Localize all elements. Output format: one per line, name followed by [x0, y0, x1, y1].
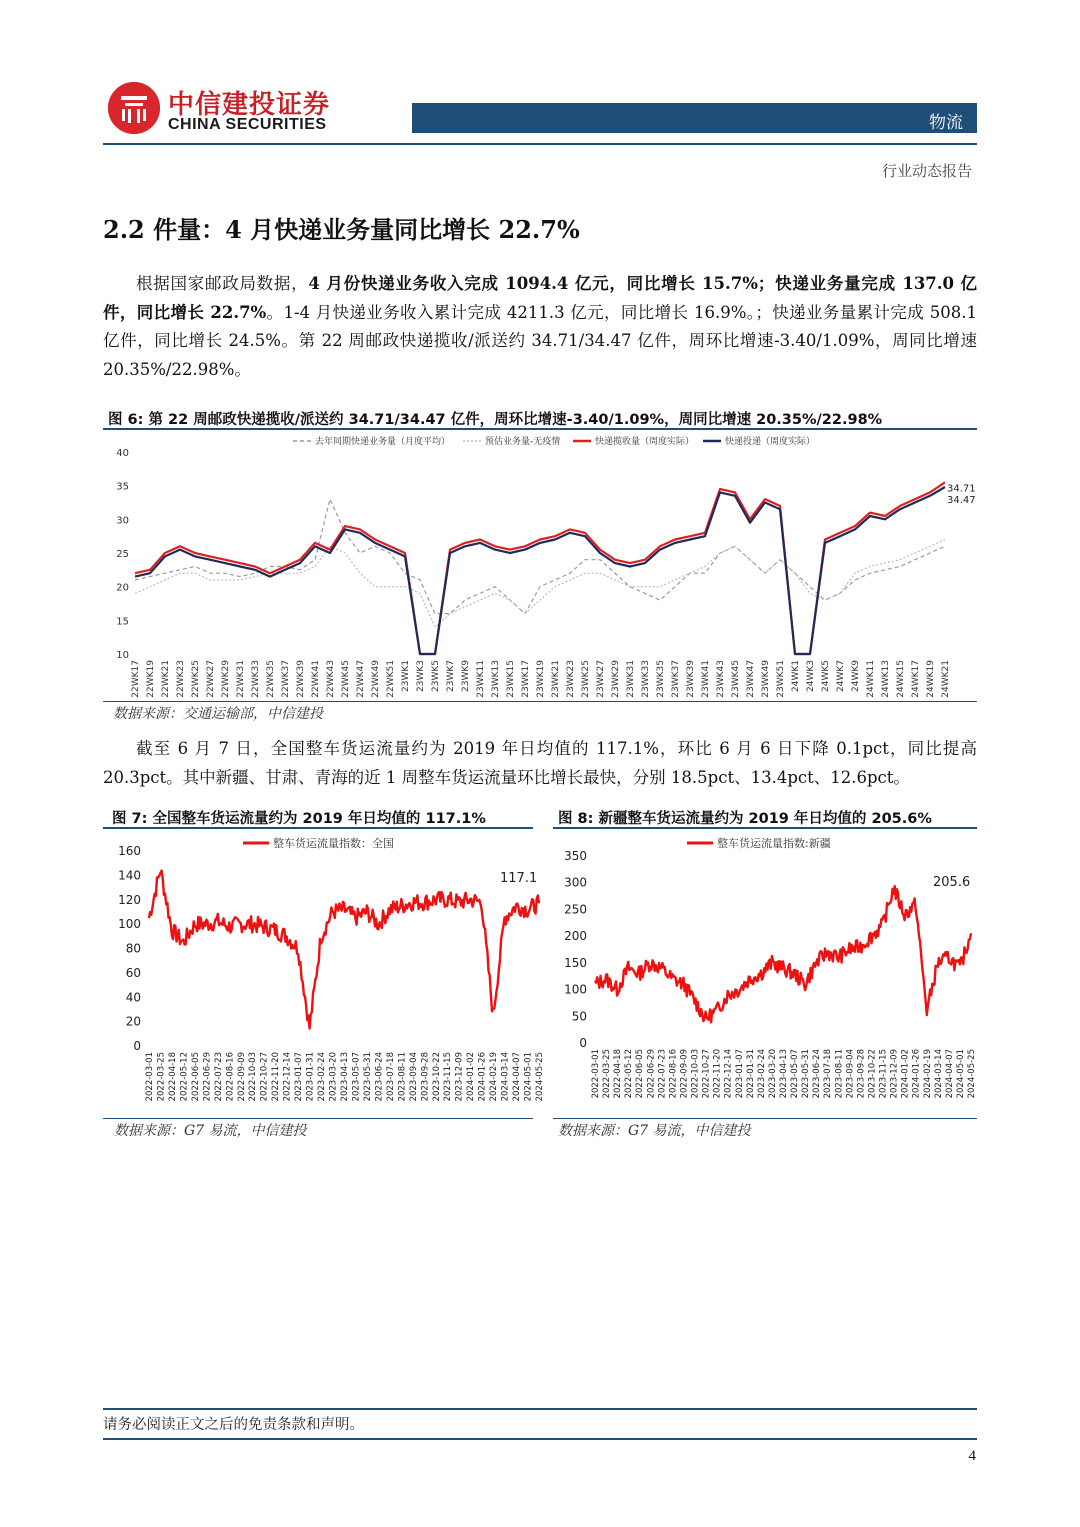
- x-tick-label: 2023-09-28: [420, 1052, 431, 1102]
- y-tick-label: 160: [118, 844, 141, 858]
- x-tick-label: 2022-10-03: [690, 1049, 701, 1099]
- x-tick-label: 24WK17: [911, 660, 921, 698]
- x-tick-label: 2024-04-07: [944, 1049, 955, 1099]
- x-tick-label: 2022-11-20: [271, 1052, 282, 1102]
- x-tick-label: 22WK41: [311, 660, 321, 698]
- y-tick-label: 30: [116, 515, 129, 527]
- x-tick-label: 2023-03-20: [767, 1049, 778, 1099]
- x-tick-label: 2024-03-14: [500, 1052, 511, 1102]
- x-tick-label: 23WK35: [656, 660, 666, 698]
- y-tick-label: 25: [116, 549, 129, 560]
- x-tick-label: 2023-11-15: [443, 1052, 454, 1102]
- x-tick-label: 2022-08-16: [668, 1049, 679, 1099]
- x-tick-label: 2023-05-07: [351, 1052, 362, 1102]
- x-tick-label: 2024-03-14: [933, 1049, 944, 1099]
- series-line: [149, 871, 539, 1029]
- header-rule: [103, 143, 977, 145]
- x-tick-label: 23WK39: [686, 660, 696, 698]
- x-tick-label: 2022-03-25: [602, 1049, 613, 1099]
- x-tick-label: 22WK45: [341, 660, 351, 698]
- x-tick-label: 2023-11-15: [878, 1049, 889, 1099]
- x-tick-label: 23WK7: [446, 660, 456, 692]
- x-tick-label: 23WK3: [416, 660, 426, 692]
- x-tick-label: 2023-04-13: [779, 1049, 789, 1099]
- figure7-chart: [103, 830, 543, 1115]
- x-tick-label: 23WK13: [491, 660, 501, 698]
- y-tick-label: 300: [564, 875, 587, 890]
- figure8-title: 图 8: 新疆整车货运流量约为 2019 年日均值的 205.6%: [558, 811, 932, 827]
- x-tick-label: 24WK11: [866, 660, 876, 698]
- x-tick-label: 23WK5: [431, 660, 441, 692]
- figure8-chart: [553, 830, 977, 1115]
- x-tick-label: 23WK19: [536, 660, 546, 698]
- figure8-source: 数据来源：G7 易流，中信建投: [558, 1123, 751, 1139]
- x-tick-label: 24WK19: [926, 660, 936, 698]
- logo-text-en: CHINA SECURITIES: [168, 116, 327, 133]
- x-tick-label: 2023-06-24: [374, 1052, 385, 1102]
- legend-label: 去年同期快递业务量（月度平均）: [315, 437, 451, 447]
- x-tick-label: 2023-09-04: [408, 1052, 419, 1102]
- x-tick-label: 2022-09-09: [236, 1052, 247, 1102]
- x-tick-label: 2023-08-11: [397, 1052, 408, 1102]
- x-tick-label: 22WK21: [161, 660, 171, 698]
- series-line-2: [135, 482, 945, 654]
- x-tick-label: 2023-01-31: [305, 1052, 316, 1102]
- x-tick-label: 2022-04-18: [613, 1049, 624, 1099]
- x-tick-label: 23WK45: [731, 660, 741, 698]
- y-tick-label: 120: [118, 892, 141, 907]
- x-tick-label: 2022-08-16: [225, 1052, 236, 1102]
- x-tick-label: 22WK23: [176, 660, 186, 698]
- logo-icon: [108, 82, 160, 134]
- x-tick-label: 22WK43: [326, 660, 336, 698]
- x-tick-label: 2023-12-09: [889, 1049, 900, 1099]
- y-tick-label: 250: [564, 902, 587, 917]
- series-line: [595, 886, 971, 1022]
- x-tick-label: 2024-04-07: [512, 1052, 523, 1102]
- x-tick-label: 23WK25: [581, 660, 591, 698]
- y-tick-label: 0: [133, 1039, 141, 1053]
- para1-lead: 根据国家邮政局数据，: [136, 274, 309, 293]
- y-tick-label: 60: [125, 965, 141, 980]
- x-tick-label: 2023-08-11: [834, 1049, 845, 1099]
- x-tick-label: 2022-03-25: [156, 1052, 167, 1102]
- para1-bold: 4 月份快递业务收入完成 1094.4 亿元，同比增长 15.7%；快递业务量完成 137.0 亿件，同比增长 22.7%: [103, 274, 977, 322]
- x-tick-label: 2022-11-20: [712, 1049, 723, 1099]
- x-tick-label: 2024-05-25: [535, 1052, 545, 1102]
- x-tick-label: 23WK9: [461, 660, 471, 692]
- x-tick-label: 23WK47: [746, 660, 756, 698]
- figure8-bottom-rule: [553, 1118, 977, 1119]
- x-tick-label: 2024-05-01: [523, 1052, 534, 1102]
- x-tick-label: 2022-10-27: [259, 1052, 270, 1102]
- x-tick-label: 2023-01-07: [294, 1052, 305, 1102]
- x-tick-label: 2023-05-07: [790, 1049, 801, 1099]
- page-number: 4: [968, 1448, 976, 1464]
- x-tick-label: 22WK37: [281, 660, 291, 698]
- last-value-label: 205.6: [933, 875, 971, 890]
- paragraph-2: [103, 735, 977, 792]
- legend-label: 快递投递（周度实际）: [725, 437, 816, 447]
- x-tick-label: 23WK43: [716, 660, 726, 698]
- figure8-rule: [553, 827, 977, 829]
- x-tick-label: 2023-05-31: [362, 1052, 373, 1102]
- x-tick-label: 2024-01-02: [466, 1052, 477, 1102]
- x-tick-label: 22WK35: [266, 660, 276, 698]
- legend-label: 快递揽收量（周度实际）: [595, 437, 695, 447]
- section-title: 2.2 件量：4 月快递业务量同比增长 22.7%: [103, 215, 580, 244]
- logo-text-cn: 中信建投证券: [168, 90, 331, 120]
- y-tick-label: 80: [125, 941, 141, 956]
- x-tick-label: 22WK17: [131, 660, 141, 698]
- y-tick-label: 40: [125, 990, 141, 1005]
- x-tick-label: 23WK1: [401, 660, 411, 692]
- x-tick-label: 22WK27: [206, 660, 216, 698]
- x-tick-label: 2022-12-14: [723, 1049, 734, 1099]
- x-tick-label: 22WK31: [236, 660, 246, 698]
- x-tick-label: 2023-07-18: [823, 1049, 834, 1099]
- sector-label: 物流: [929, 113, 963, 133]
- figure6-bottom-rule: [103, 701, 977, 702]
- x-tick-label: 23WK29: [611, 660, 621, 698]
- x-tick-label: 2022-05-12: [624, 1049, 635, 1099]
- y-tick-label: 10: [116, 650, 129, 661]
- x-tick-label: 2022-12-14: [282, 1052, 293, 1102]
- x-tick-label: 2023-09-28: [856, 1049, 867, 1099]
- x-tick-label: 2022-10-27: [701, 1049, 712, 1099]
- figure6-title: 图 6: 第 22 周邮政快递揽收/派送约 34.71/34.47 亿件，周环比增速-3.40/1.09%，周同比增速 20.35%/22.98%: [108, 412, 883, 428]
- x-tick-label: 22WK39: [296, 660, 306, 698]
- x-tick-label: 2023-10-22: [431, 1052, 442, 1102]
- x-tick-label: 2024-02-19: [922, 1049, 933, 1099]
- x-tick-label: 22WK49: [371, 660, 381, 698]
- y-tick-label: 350: [564, 849, 587, 863]
- figure7-source: 数据来源：G7 易流，中信建投: [114, 1123, 307, 1139]
- x-tick-label: 22WK29: [221, 660, 231, 698]
- para2-text: 截至 6 月 7 日，全国整车货运流量约为 2019 年日均值的 117.1%，环比 6 月 6 日下降 0.1pct，同比提高 20.3pct。其中新疆、甘肃、青海的近 1 周整车货运流量环比增长最快，分别 18.5pct、13.4pct、12.6pct。: [103, 739, 977, 787]
- x-tick-label: 2022-07-23: [657, 1049, 668, 1099]
- figure6-chart: [103, 432, 977, 700]
- x-tick-label: 23WK21: [551, 660, 561, 698]
- header-bar: [412, 103, 977, 133]
- x-tick-label: 24WK9: [851, 660, 861, 692]
- x-tick-label: 23WK31: [626, 660, 636, 698]
- end-label-deliver: 34.47: [947, 495, 976, 507]
- x-tick-label: 22WK19: [146, 660, 156, 698]
- x-tick-label: 23WK15: [506, 660, 516, 698]
- x-tick-label: 23WK37: [671, 660, 681, 698]
- x-tick-label: 2022-03-01: [591, 1049, 601, 1099]
- x-tick-label: 2022-06-05: [635, 1049, 646, 1099]
- figure7-title: 图 7: 全国整车货运流量约为 2019 年日均值的 117.1%: [112, 811, 486, 827]
- end-label-collect: 34.71: [947, 483, 976, 495]
- x-tick-label: 2023-02-24: [317, 1052, 328, 1102]
- x-tick-label: 2022-06-29: [646, 1049, 657, 1099]
- y-tick-label: 0: [579, 1036, 587, 1050]
- x-tick-label: 23WK33: [641, 660, 651, 698]
- x-tick-label: 24WK13: [881, 660, 891, 698]
- y-tick-label: 15: [116, 616, 129, 628]
- x-tick-label: 22WK25: [191, 660, 201, 698]
- y-tick-label: 40: [116, 448, 129, 459]
- x-tick-label: 2024-02-19: [489, 1052, 500, 1102]
- logo-mark-icon: [108, 82, 160, 134]
- x-tick-label: 2024-01-02: [900, 1049, 911, 1099]
- x-tick-label: 23WK23: [566, 660, 576, 698]
- y-tick-label: 20: [125, 1014, 141, 1029]
- y-tick-label: 200: [564, 929, 587, 944]
- x-tick-label: 2022-09-09: [679, 1049, 690, 1099]
- legend-label: 整车货运流量指数:新疆: [717, 837, 831, 850]
- x-tick-label: 24WK21: [941, 660, 951, 698]
- x-tick-label: 2024-01-26: [477, 1052, 488, 1102]
- x-tick-label: 23WK49: [761, 660, 771, 698]
- x-tick-label: 24WK3: [806, 660, 816, 692]
- x-tick-label: 2023-03-20: [328, 1052, 339, 1102]
- y-tick-label: 35: [116, 481, 129, 493]
- x-tick-label: 2022-06-29: [202, 1052, 213, 1102]
- x-tick-label: 24WK15: [896, 660, 906, 698]
- x-tick-label: 2022-03-01: [145, 1052, 155, 1102]
- x-tick-label: 2023-10-22: [867, 1049, 878, 1099]
- figure7-bottom-rule: [103, 1118, 533, 1119]
- x-tick-label: 2023-06-24: [812, 1049, 823, 1099]
- y-tick-label: 140: [118, 868, 141, 883]
- x-tick-label: 23WK41: [701, 660, 711, 698]
- x-tick-label: 23WK27: [596, 660, 606, 698]
- x-tick-label: 24WK5: [821, 660, 831, 692]
- x-tick-label: 2023-09-04: [845, 1049, 856, 1099]
- x-tick-label: 24WK7: [836, 660, 846, 692]
- legend-label: 整车货运流量指数：全国: [273, 837, 394, 850]
- figure6-rule: [103, 428, 977, 430]
- x-tick-label: 2024-01-26: [911, 1049, 922, 1099]
- x-tick-label: 2024-05-01: [955, 1049, 966, 1099]
- x-tick-label: 2023-01-31: [745, 1049, 756, 1099]
- x-tick-label: 22WK47: [356, 660, 366, 698]
- footer-rule-2: [103, 1438, 977, 1440]
- x-tick-label: 2023-01-07: [734, 1049, 745, 1099]
- y-tick-label: 50: [571, 1009, 587, 1024]
- x-tick-label: 23WK51: [776, 660, 786, 698]
- x-tick-label: 2022-05-12: [179, 1052, 190, 1102]
- x-tick-label: 2023-05-31: [801, 1049, 812, 1099]
- x-tick-label: 2023-12-09: [454, 1052, 465, 1102]
- x-tick-label: 2022-07-23: [213, 1052, 224, 1102]
- x-tick-label: 23WK17: [521, 660, 531, 698]
- x-tick-label: 24WK1: [791, 660, 801, 692]
- x-tick-label: 2023-02-24: [756, 1049, 767, 1099]
- figure6-source: 数据来源：交通运输部，中信建投: [113, 706, 323, 722]
- para1-rest: 。1-4 月快递业务收入累计完成 4211.3 亿元，同比增长 16.9%。；快递业务量累计完成 508.1 亿件，同比增长 24.5%。第 22 周邮政快递揽收/派送约 34.71/34.47 亿件，周环比增速-3.40/1.09%，周同比增速 20.35%/22.98%。: [103, 302, 978, 379]
- x-tick-label: 23WK11: [476, 660, 486, 698]
- x-tick-label: 2022-06-05: [190, 1052, 201, 1102]
- x-tick-label: 2023-04-13: [340, 1052, 350, 1102]
- x-tick-label: 22WK51: [386, 660, 396, 698]
- footer-rule: [103, 1408, 977, 1410]
- y-tick-label: 20: [116, 582, 129, 594]
- report-type: 行业动态报告: [881, 162, 972, 180]
- series-line-3: [135, 487, 945, 654]
- legend-label: 预估业务量-无疫情: [485, 437, 561, 447]
- last-value-label: 117.1: [500, 871, 538, 886]
- x-tick-label: 22WK33: [251, 660, 261, 698]
- x-tick-label: 2024-05-25: [967, 1049, 977, 1099]
- paragraph-1: [103, 270, 977, 384]
- y-tick-label: 100: [564, 982, 587, 997]
- x-tick-label: 2023-07-18: [385, 1052, 396, 1102]
- y-tick-label: 100: [118, 917, 141, 932]
- x-tick-label: 2022-04-18: [167, 1052, 178, 1102]
- footer-disclaimer: 请务必阅读正文之后的免责条款和声明。: [103, 1417, 364, 1433]
- x-tick-label: 2022-10-03: [248, 1052, 259, 1102]
- y-tick-label: 150: [564, 955, 587, 970]
- figure7-rule: [103, 827, 533, 829]
